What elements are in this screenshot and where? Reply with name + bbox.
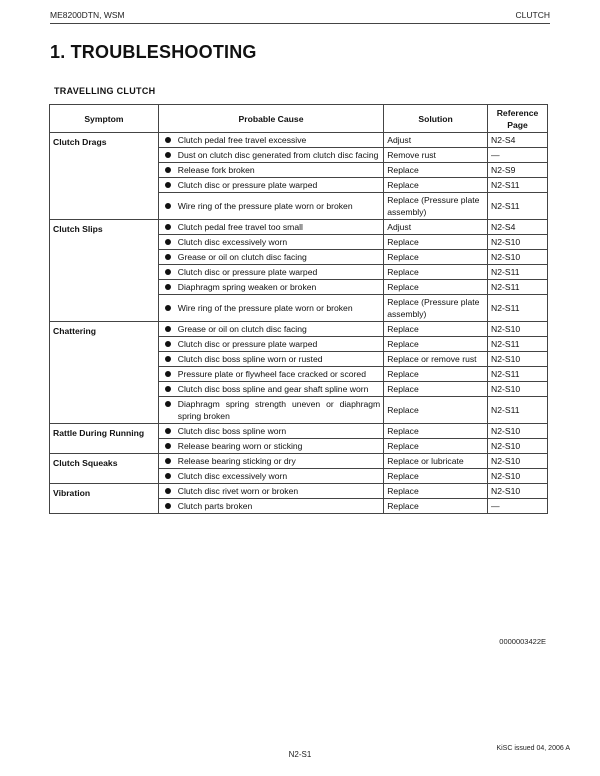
- cause-text: Diaphragm spring strength uneven or diaphragm spring broken: [177, 399, 381, 421]
- symptom-cell: Chattering: [50, 322, 159, 424]
- header-probable-cause: Probable Cause: [158, 105, 383, 133]
- reference-cell: N2-S10: [488, 469, 548, 484]
- cause-cell: [158, 469, 383, 484]
- cause-text: Clutch disc excessively worn: [177, 237, 288, 247]
- cause-text: Diaphragm spring weaken or broken: [177, 282, 317, 292]
- reference-cell: N2-S10: [488, 322, 548, 337]
- cause-cell: [158, 193, 383, 220]
- cause-cell: [158, 265, 383, 280]
- bullet-icon: [165, 473, 171, 479]
- bullet-icon: [165, 284, 171, 290]
- section-title: TRAVELLING CLUTCH: [54, 86, 156, 96]
- cause-text: Clutch disc boss spline worn: [177, 426, 287, 436]
- cause-text: Clutch pedal free travel too small: [177, 222, 303, 232]
- reference-cell: —: [488, 148, 548, 163]
- cause-text: Clutch disc excessively worn: [177, 471, 288, 481]
- cause-cell: [158, 484, 383, 499]
- solution-cell: Replace: [384, 280, 488, 295]
- cause-text: Release bearing sticking or dry: [177, 456, 296, 466]
- cause-cell: [158, 499, 383, 514]
- cause-text: Grease or oil on clutch disc facing: [177, 324, 307, 334]
- document-code: 0000003422E: [499, 637, 546, 646]
- bullet-icon: [165, 341, 171, 347]
- reference-cell: N2-S10: [488, 352, 548, 367]
- reference-cell: N2-S11: [488, 265, 548, 280]
- table-row: [50, 322, 548, 337]
- solution-cell: Replace or lubricate: [384, 454, 488, 469]
- cause-cell: [158, 235, 383, 250]
- reference-cell: N2-S4: [488, 220, 548, 235]
- cause-text: Clutch disc boss spline worn or rusted: [177, 354, 323, 364]
- cause-cell: [158, 424, 383, 439]
- bullet-icon: [165, 305, 171, 311]
- cause-text: Clutch disc or pressure plate warped: [177, 339, 318, 349]
- header-reference-page: Reference Page: [488, 105, 548, 133]
- table-row: [50, 484, 548, 499]
- reference-cell: N2-S11: [488, 280, 548, 295]
- table-row: [50, 133, 548, 148]
- symptom-cell: Clutch Squeaks: [50, 454, 159, 484]
- cause-cell: [158, 397, 383, 424]
- bullet-icon: [165, 386, 171, 392]
- bullet-icon: [165, 443, 171, 449]
- bullet-icon: [165, 458, 171, 464]
- solution-cell: Replace or remove rust: [384, 352, 488, 367]
- cause-cell: [158, 148, 383, 163]
- cause-text: Release bearing worn or sticking: [177, 441, 303, 451]
- bullet-icon: [165, 326, 171, 332]
- cause-text: Clutch disc or pressure plate warped: [177, 180, 318, 190]
- reference-cell: N2-S4: [488, 133, 548, 148]
- solution-cell: Replace: [384, 265, 488, 280]
- symptom-cell: Clutch Drags: [50, 133, 159, 220]
- reference-cell: N2-S10: [488, 382, 548, 397]
- cause-cell: [158, 250, 383, 265]
- reference-cell: N2-S11: [488, 337, 548, 352]
- solution-cell: Replace (Pressure plate assembly): [384, 193, 488, 220]
- cause-cell: [158, 439, 383, 454]
- reference-cell: N2-S10: [488, 484, 548, 499]
- header-symptom: Symptom: [50, 105, 159, 133]
- reference-cell: N2-S11: [488, 295, 548, 322]
- solution-cell: Replace (Pressure plate assembly): [384, 295, 488, 322]
- page-number: N2-S1: [288, 750, 312, 759]
- solution-cell: Adjust: [384, 220, 488, 235]
- cause-cell: [158, 220, 383, 235]
- solution-cell: Replace: [384, 235, 488, 250]
- solution-cell: Replace: [384, 499, 488, 514]
- cause-text: Release fork broken: [177, 165, 255, 175]
- cause-text: Wire ring of the pressure plate worn or broken: [177, 303, 353, 313]
- solution-cell: Replace: [384, 397, 488, 424]
- solution-cell: Adjust: [384, 133, 488, 148]
- bullet-icon: [165, 356, 171, 362]
- bullet-icon: [165, 428, 171, 434]
- bullet-icon: [165, 371, 171, 377]
- bullet-icon: [165, 152, 171, 158]
- solution-cell: Replace: [384, 469, 488, 484]
- solution-cell: Replace: [384, 322, 488, 337]
- cause-cell: [158, 367, 383, 382]
- header-solution: Solution: [384, 105, 488, 133]
- symptom-cell: Rattle During Running: [50, 424, 159, 454]
- cause-text: Clutch pedal free travel excessive: [177, 135, 307, 145]
- solution-cell: Replace: [384, 424, 488, 439]
- header-chapter: CLUTCH: [515, 10, 550, 20]
- table-body: [50, 133, 548, 514]
- cause-cell: [158, 280, 383, 295]
- reference-cell: N2-S10: [488, 250, 548, 265]
- solution-cell: Replace: [384, 439, 488, 454]
- reference-cell: N2-S10: [488, 235, 548, 250]
- bullet-icon: [165, 239, 171, 245]
- cause-text: Pressure plate or flywheel face cracked or scored: [177, 369, 366, 379]
- symptom-cell: Clutch Slips: [50, 220, 159, 322]
- solution-cell: Replace: [384, 178, 488, 193]
- cause-cell: [158, 163, 383, 178]
- bullet-icon: [165, 167, 171, 173]
- solution-cell: Replace: [384, 250, 488, 265]
- solution-cell: Replace: [384, 367, 488, 382]
- table-row: [50, 454, 548, 469]
- page-title: 1. TROUBLESHOOTING: [50, 42, 257, 62]
- cause-cell: [158, 352, 383, 367]
- bullet-icon: [165, 254, 171, 260]
- cause-cell: [158, 178, 383, 193]
- reference-cell: N2-S10: [488, 424, 548, 439]
- cause-cell: [158, 454, 383, 469]
- table-row: [50, 424, 548, 439]
- solution-cell: Remove rust: [384, 148, 488, 163]
- cause-cell: [158, 133, 383, 148]
- solution-cell: Replace: [384, 337, 488, 352]
- cause-cell: [158, 322, 383, 337]
- reference-cell: N2-S11: [488, 178, 548, 193]
- solution-cell: Replace: [384, 382, 488, 397]
- solution-cell: Replace: [384, 163, 488, 178]
- cause-text: Clutch disc rivet worn or broken: [177, 486, 299, 496]
- table-header-row: [50, 105, 548, 133]
- cause-text: Wire ring of the pressure plate worn or broken: [177, 201, 353, 211]
- cause-text: Clutch parts broken: [177, 501, 253, 511]
- solution-cell: Replace: [384, 484, 488, 499]
- cause-cell: [158, 337, 383, 352]
- bullet-icon: [165, 503, 171, 509]
- bullet-icon: [165, 401, 171, 407]
- bullet-icon: [165, 488, 171, 494]
- bullet-icon: [165, 203, 171, 209]
- bullet-icon: [165, 182, 171, 188]
- cause-text: Clutch disc boss spline and gear shaft spline worn: [177, 384, 369, 394]
- reference-cell: N2-S10: [488, 454, 548, 469]
- bullet-icon: [165, 224, 171, 230]
- reference-cell: N2-S9: [488, 163, 548, 178]
- reference-cell: N2-S10: [488, 439, 548, 454]
- header-rule: [50, 23, 550, 24]
- bullet-icon: [165, 269, 171, 275]
- cause-text: Grease or oil on clutch disc facing: [177, 252, 307, 262]
- troubleshooting-table: [49, 104, 548, 514]
- reference-cell: N2-S11: [488, 193, 548, 220]
- issue-info: KiSC issued 04, 2006 A: [496, 745, 570, 752]
- table-row: [50, 220, 548, 235]
- reference-cell: N2-S11: [488, 367, 548, 382]
- cause-text: Dust on clutch disc generated from clutch disc facing: [177, 150, 379, 160]
- cause-cell: [158, 382, 383, 397]
- header-doc-id: ME8200DTN, WSM: [50, 10, 125, 20]
- cause-cell: [158, 295, 383, 322]
- reference-cell: —: [488, 499, 548, 514]
- symptom-cell: Vibration: [50, 484, 159, 514]
- cause-text: Clutch disc or pressure plate warped: [177, 267, 318, 277]
- bullet-icon: [165, 137, 171, 143]
- reference-cell: N2-S11: [488, 397, 548, 424]
